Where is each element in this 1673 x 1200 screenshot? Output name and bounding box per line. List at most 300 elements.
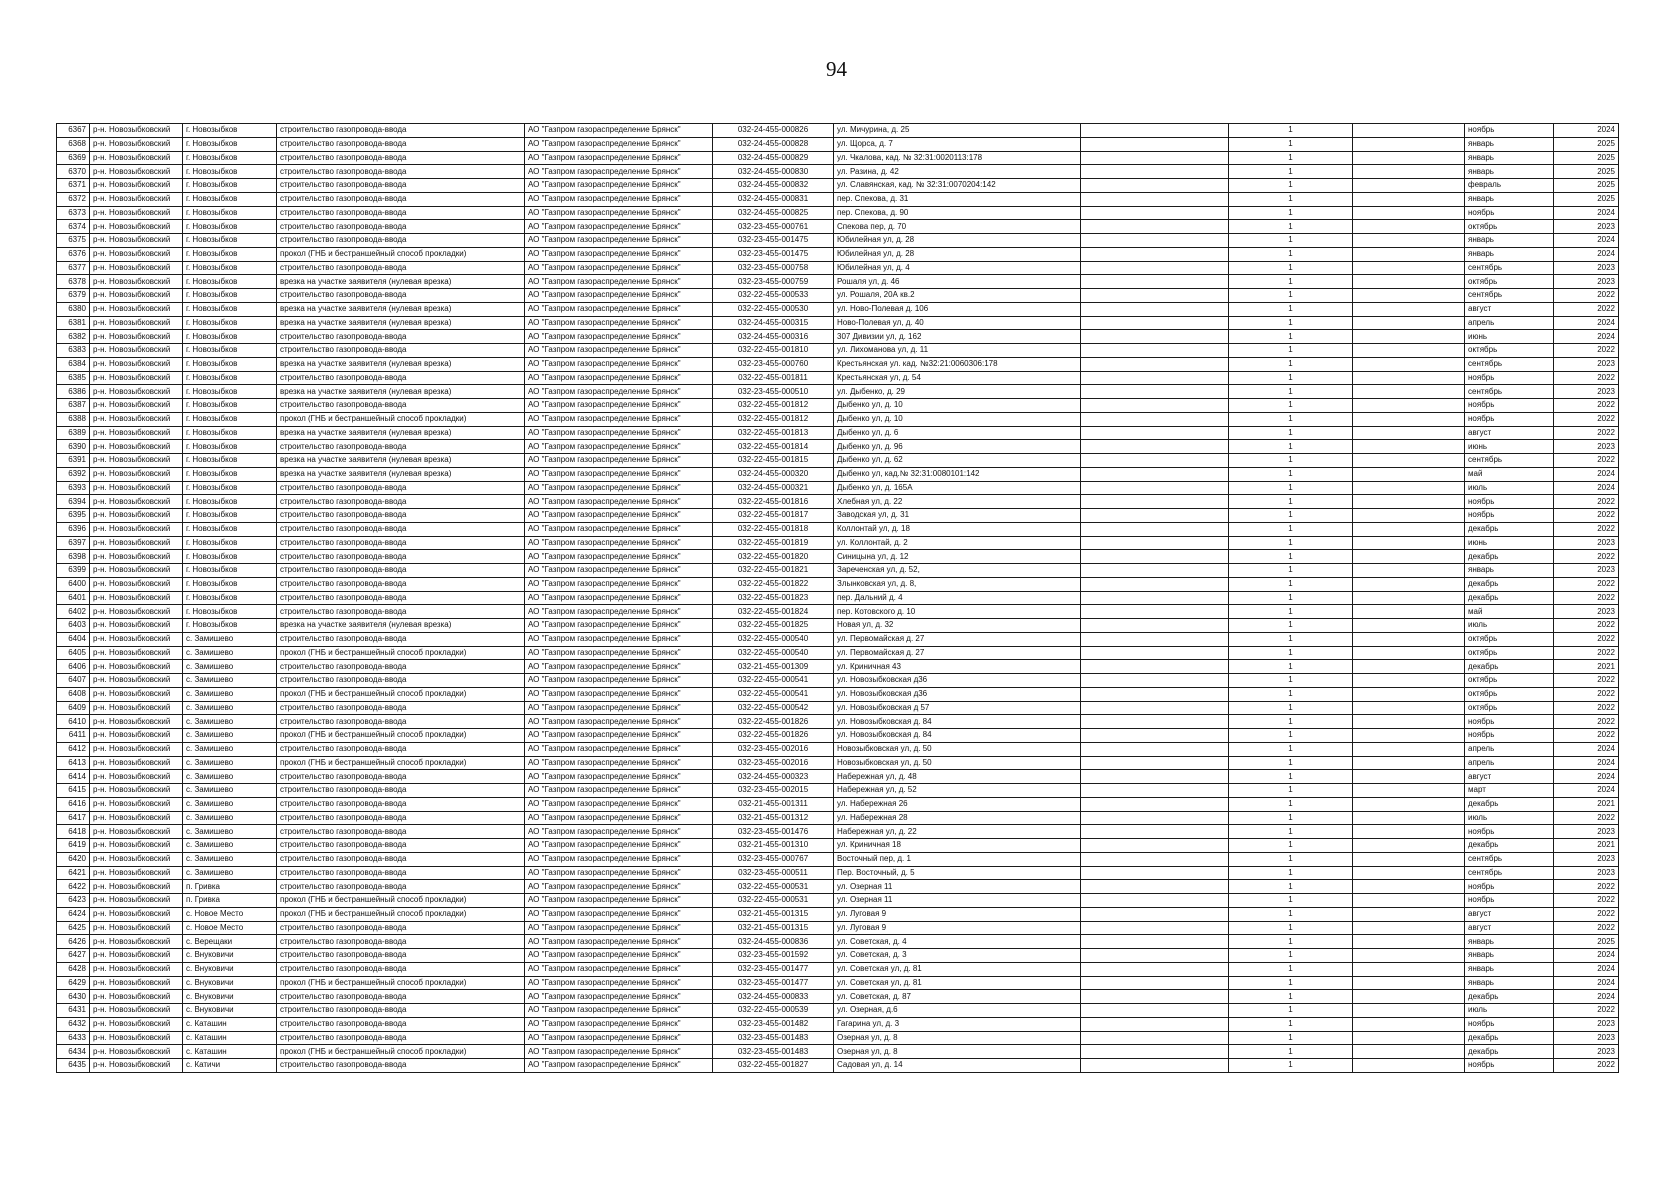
request-code-cell: 032-22-455-000533 — [713, 289, 834, 303]
quantity-cell: 1 — [1229, 151, 1353, 165]
locality-cell: г. Новозыбков — [183, 495, 277, 509]
quantity-cell: 1 — [1229, 907, 1353, 921]
request-code-cell: 032-22-455-001816 — [713, 495, 834, 509]
row-number-cell: 6380 — [57, 302, 90, 316]
address-cell: Крестьянская ул, д. 54 — [834, 371, 1081, 385]
empty-cell — [1081, 1059, 1229, 1073]
month-cell: октябрь — [1465, 275, 1554, 289]
district-cell: р-н. Новозыбковский — [90, 674, 183, 688]
row-number-cell: 6420 — [57, 852, 90, 866]
quantity-cell: 1 — [1229, 426, 1353, 440]
district-cell: р-н. Новозыбковский — [90, 619, 183, 633]
quantity-cell: 1 — [1229, 852, 1353, 866]
work-type-cell: строительство газопровода-ввода — [277, 192, 525, 206]
month-cell: сентябрь — [1465, 852, 1554, 866]
year-cell: 2022 — [1554, 729, 1619, 743]
quantity-cell: 1 — [1229, 866, 1353, 880]
district-cell: р-н. Новозыбковский — [90, 591, 183, 605]
empty-cell — [1353, 894, 1465, 908]
request-code-cell: 032-22-455-001827 — [713, 1059, 834, 1073]
quantity-cell: 1 — [1229, 742, 1353, 756]
locality-cell: г. Новозыбков — [183, 357, 277, 371]
work-type-cell: строительство газопровода-ввода — [277, 949, 525, 963]
organization-cell: АО "Газпром газораспределение Брянск" — [525, 632, 713, 646]
quantity-cell: 1 — [1229, 990, 1353, 1004]
locality-cell: г. Новозыбков — [183, 261, 277, 275]
quantity-cell: 1 — [1229, 289, 1353, 303]
year-cell: 2023 — [1554, 261, 1619, 275]
table-row — [57, 385, 1619, 399]
request-code-cell: 032-24-455-000828 — [713, 137, 834, 151]
quantity-cell: 1 — [1229, 619, 1353, 633]
table-row — [57, 577, 1619, 591]
work-type-cell: строительство газопровода-ввода — [277, 165, 525, 179]
address-cell: ул. Разина, д. 42 — [834, 165, 1081, 179]
address-cell: ул. Советская ул, д. 81 — [834, 976, 1081, 990]
empty-cell — [1081, 206, 1229, 220]
row-number-cell: 6428 — [57, 962, 90, 976]
locality-cell: с. Замишево — [183, 825, 277, 839]
quantity-cell: 1 — [1229, 1059, 1353, 1073]
month-cell: июль — [1465, 811, 1554, 825]
month-cell: ноябрь — [1465, 495, 1554, 509]
quantity-cell: 1 — [1229, 1017, 1353, 1031]
address-cell: ул. Первомайская д. 27 — [834, 632, 1081, 646]
address-cell: ул. Рошаля, 20А кв.2 — [834, 289, 1081, 303]
work-type-cell: врезка на участке заявителя (нулевая врезка) — [277, 385, 525, 399]
organization-cell: АО "Газпром газораспределение Брянск" — [525, 605, 713, 619]
page-number: 94 — [826, 57, 847, 81]
work-type-cell: строительство газопровода-ввода — [277, 742, 525, 756]
row-number-cell: 6423 — [57, 894, 90, 908]
address-cell: Озерная ул, д. 8 — [834, 1045, 1081, 1059]
quantity-cell: 1 — [1229, 701, 1353, 715]
year-cell: 2022 — [1554, 715, 1619, 729]
month-cell: август — [1465, 921, 1554, 935]
register-rows — [57, 124, 1619, 1073]
organization-cell: АО "Газпром газораспределение Брянск" — [525, 399, 713, 413]
empty-cell — [1353, 619, 1465, 633]
empty-cell — [1353, 206, 1465, 220]
work-type-cell: строительство газопровода-ввода — [277, 632, 525, 646]
quantity-cell: 1 — [1229, 509, 1353, 523]
address-cell: Коллонтай ул, д. 18 — [834, 522, 1081, 536]
organization-cell: АО "Газпром газораспределение Брянск" — [525, 371, 713, 385]
row-number-cell: 6397 — [57, 536, 90, 550]
request-code-cell: 032-22-455-001812 — [713, 399, 834, 413]
district-cell: р-н. Новозыбковский — [90, 385, 183, 399]
table-row — [57, 481, 1619, 495]
empty-cell — [1081, 220, 1229, 234]
month-cell: ноябрь — [1465, 894, 1554, 908]
district-cell: р-н. Новозыбковский — [90, 330, 183, 344]
address-cell: Юбилейная ул, д. 28 — [834, 234, 1081, 248]
table-row — [57, 839, 1619, 853]
empty-cell — [1353, 921, 1465, 935]
empty-cell — [1081, 646, 1229, 660]
locality-cell: с. Замишево — [183, 715, 277, 729]
month-cell: декабрь — [1465, 990, 1554, 1004]
address-cell: пер. Дальний д. 4 — [834, 591, 1081, 605]
empty-cell — [1353, 234, 1465, 248]
request-code-cell: 032-22-455-000542 — [713, 701, 834, 715]
work-type-cell: строительство газопровода-ввода — [277, 591, 525, 605]
locality-cell: г. Новозыбков — [183, 454, 277, 468]
work-type-cell: врезка на участке заявителя (нулевая врезка) — [277, 357, 525, 371]
month-cell: январь — [1465, 949, 1554, 963]
year-cell: 2022 — [1554, 550, 1619, 564]
empty-cell — [1081, 1031, 1229, 1045]
empty-cell — [1081, 399, 1229, 413]
district-cell: р-н. Новозыбковский — [90, 811, 183, 825]
month-cell: сентябрь — [1465, 454, 1554, 468]
empty-cell — [1081, 687, 1229, 701]
locality-cell: с. Замишево — [183, 866, 277, 880]
year-cell: 2023 — [1554, 825, 1619, 839]
work-type-cell: строительство газопровода-ввода — [277, 1031, 525, 1045]
empty-cell — [1353, 976, 1465, 990]
table-row — [57, 165, 1619, 179]
district-cell: р-н. Новозыбковский — [90, 687, 183, 701]
row-number-cell: 6418 — [57, 825, 90, 839]
month-cell: март — [1465, 784, 1554, 798]
work-type-cell: строительство газопровода-ввода — [277, 550, 525, 564]
empty-cell — [1353, 990, 1465, 1004]
locality-cell: с. Каташин — [183, 1045, 277, 1059]
organization-cell: АО "Газпром газораспределение Брянск" — [525, 784, 713, 798]
quantity-cell: 1 — [1229, 577, 1353, 591]
table-row — [57, 206, 1619, 220]
empty-cell — [1081, 825, 1229, 839]
empty-cell — [1081, 165, 1229, 179]
locality-cell: г. Новозыбков — [183, 151, 277, 165]
year-cell: 2022 — [1554, 522, 1619, 536]
empty-cell — [1081, 756, 1229, 770]
address-cell: ул. Щорса, д. 7 — [834, 137, 1081, 151]
locality-cell: г. Новозыбков — [183, 605, 277, 619]
empty-cell — [1081, 770, 1229, 784]
quantity-cell: 1 — [1229, 1031, 1353, 1045]
row-number-cell: 6382 — [57, 330, 90, 344]
row-number-cell: 6396 — [57, 522, 90, 536]
table-row — [57, 440, 1619, 454]
table-row — [57, 646, 1619, 660]
request-code-cell: 032-22-455-001822 — [713, 577, 834, 591]
quantity-cell: 1 — [1229, 330, 1353, 344]
request-code-cell: 032-24-455-000323 — [713, 770, 834, 784]
work-type-cell: строительство газопровода-ввода — [277, 151, 525, 165]
organization-cell: АО "Газпром газораспределение Брянск" — [525, 192, 713, 206]
locality-cell: г. Новозыбков — [183, 371, 277, 385]
district-cell: р-н. Новозыбковский — [90, 866, 183, 880]
address-cell: ул. Криничная 18 — [834, 839, 1081, 853]
locality-cell: г. Новозыбков — [183, 137, 277, 151]
organization-cell: АО "Газпром газораспределение Брянск" — [525, 302, 713, 316]
table-row — [57, 454, 1619, 468]
row-number-cell: 6414 — [57, 770, 90, 784]
request-code-cell: 032-24-455-000825 — [713, 206, 834, 220]
year-cell: 2024 — [1554, 247, 1619, 261]
empty-cell — [1353, 632, 1465, 646]
empty-cell — [1353, 371, 1465, 385]
year-cell: 2021 — [1554, 660, 1619, 674]
request-code-cell: 032-23-455-002016 — [713, 756, 834, 770]
work-type-cell: прокол (ГНБ и бестраншейный способ прокладки) — [277, 729, 525, 743]
district-cell: р-н. Новозыбковский — [90, 880, 183, 894]
address-cell: ул. Озерная, д.6 — [834, 1004, 1081, 1018]
request-code-cell: 032-22-455-001820 — [713, 550, 834, 564]
request-code-cell: 032-23-455-000511 — [713, 866, 834, 880]
row-number-cell: 6387 — [57, 399, 90, 413]
organization-cell: АО "Газпром газораспределение Брянск" — [525, 536, 713, 550]
month-cell: октябрь — [1465, 674, 1554, 688]
request-code-cell: 032-23-455-000761 — [713, 220, 834, 234]
month-cell: ноябрь — [1465, 1017, 1554, 1031]
empty-cell — [1353, 674, 1465, 688]
locality-cell: с. Каташин — [183, 1031, 277, 1045]
request-code-cell: 032-23-455-000510 — [713, 385, 834, 399]
quantity-cell: 1 — [1229, 481, 1353, 495]
row-number-cell: 6421 — [57, 866, 90, 880]
month-cell: июнь — [1465, 440, 1554, 454]
empty-cell — [1353, 509, 1465, 523]
locality-cell: г. Новозыбков — [183, 316, 277, 330]
quantity-cell: 1 — [1229, 646, 1353, 660]
month-cell: апрель — [1465, 742, 1554, 756]
empty-cell — [1353, 839, 1465, 853]
district-cell: р-н. Новозыбковский — [90, 990, 183, 1004]
quantity-cell: 1 — [1229, 729, 1353, 743]
empty-cell — [1081, 742, 1229, 756]
table-row — [57, 495, 1619, 509]
month-cell: октябрь — [1465, 701, 1554, 715]
address-cell: Озерная ул, д. 8 — [834, 1031, 1081, 1045]
request-code-cell: 032-23-455-001477 — [713, 962, 834, 976]
request-code-cell: 032-22-455-001824 — [713, 605, 834, 619]
month-cell: июль — [1465, 481, 1554, 495]
year-cell: 2024 — [1554, 330, 1619, 344]
locality-cell: с. Замишево — [183, 770, 277, 784]
locality-cell: г. Новозыбков — [183, 206, 277, 220]
locality-cell: г. Новозыбков — [183, 440, 277, 454]
empty-cell — [1081, 907, 1229, 921]
row-number-cell: 6408 — [57, 687, 90, 701]
address-cell: Новозыбковская ул, д. 50 — [834, 742, 1081, 756]
organization-cell: АО "Газпром газораспределение Брянск" — [525, 880, 713, 894]
request-code-cell: 032-22-455-001811 — [713, 371, 834, 385]
month-cell: сентябрь — [1465, 385, 1554, 399]
district-cell: р-н. Новозыбковский — [90, 907, 183, 921]
district-cell: р-н. Новозыбковский — [90, 770, 183, 784]
row-number-cell: 6410 — [57, 715, 90, 729]
address-cell: ул. Новозыбковская д36 — [834, 674, 1081, 688]
empty-cell — [1081, 921, 1229, 935]
work-type-cell: врезка на участке заявителя (нулевая врезка) — [277, 426, 525, 440]
empty-cell — [1081, 674, 1229, 688]
locality-cell: г. Новозыбков — [183, 467, 277, 481]
address-cell: ул. Луговая 9 — [834, 921, 1081, 935]
locality-cell: г. Новозыбков — [183, 234, 277, 248]
empty-cell — [1353, 729, 1465, 743]
work-type-cell: строительство газопровода-ввода — [277, 206, 525, 220]
row-number-cell: 6403 — [57, 619, 90, 633]
request-code-cell: 032-24-455-000826 — [713, 124, 834, 138]
year-cell: 2023 — [1554, 1045, 1619, 1059]
quantity-cell: 1 — [1229, 385, 1353, 399]
month-cell: июль — [1465, 1004, 1554, 1018]
table-row — [57, 756, 1619, 770]
district-cell: р-н. Новозыбковский — [90, 454, 183, 468]
table-row — [57, 894, 1619, 908]
address-cell: ул. Советская, д. 87 — [834, 990, 1081, 1004]
work-type-cell: прокол (ГНБ и бестраншейный способ прокладки) — [277, 756, 525, 770]
work-type-cell: строительство газопровода-ввода — [277, 605, 525, 619]
table-row — [57, 564, 1619, 578]
year-cell: 2023 — [1554, 1031, 1619, 1045]
district-cell: р-н. Новозыбковский — [90, 357, 183, 371]
row-number-cell: 6435 — [57, 1059, 90, 1073]
empty-cell — [1081, 880, 1229, 894]
row-number-cell: 6368 — [57, 137, 90, 151]
district-cell: р-н. Новозыбковский — [90, 646, 183, 660]
row-number-cell: 6371 — [57, 179, 90, 193]
table-row — [57, 935, 1619, 949]
organization-cell: АО "Газпром газораспределение Брянск" — [525, 577, 713, 591]
empty-cell — [1353, 536, 1465, 550]
organization-cell: АО "Газпром газораспределение Брянск" — [525, 179, 713, 193]
month-cell: сентябрь — [1465, 261, 1554, 275]
table-row — [57, 1045, 1619, 1059]
locality-cell: г. Новозыбков — [183, 481, 277, 495]
table-row — [57, 137, 1619, 151]
quantity-cell: 1 — [1229, 935, 1353, 949]
organization-cell: АО "Газпром газораспределение Брянск" — [525, 1045, 713, 1059]
table-row — [57, 344, 1619, 358]
table-row — [57, 701, 1619, 715]
year-cell: 2023 — [1554, 866, 1619, 880]
work-type-cell: строительство газопровода-ввода — [277, 811, 525, 825]
work-type-cell: прокол (ГНБ и бестраншейный способ прокладки) — [277, 907, 525, 921]
district-cell: р-н. Новозыбковский — [90, 151, 183, 165]
year-cell: 2023 — [1554, 536, 1619, 550]
quantity-cell: 1 — [1229, 962, 1353, 976]
district-cell: р-н. Новозыбковский — [90, 797, 183, 811]
work-type-cell: строительство газопровода-ввода — [277, 440, 525, 454]
request-code-cell: 032-22-455-001815 — [713, 454, 834, 468]
table-row — [57, 632, 1619, 646]
table-row — [57, 192, 1619, 206]
year-cell: 2022 — [1554, 632, 1619, 646]
empty-cell — [1353, 715, 1465, 729]
empty-cell — [1353, 522, 1465, 536]
quantity-cell: 1 — [1229, 660, 1353, 674]
year-cell: 2022 — [1554, 371, 1619, 385]
year-cell: 2024 — [1554, 949, 1619, 963]
empty-cell — [1081, 261, 1229, 275]
organization-cell: АО "Газпром газораспределение Брянск" — [525, 811, 713, 825]
year-cell: 2025 — [1554, 151, 1619, 165]
empty-cell — [1353, 385, 1465, 399]
address-cell: Набережная ул, д. 48 — [834, 770, 1081, 784]
locality-cell: с. Замишево — [183, 811, 277, 825]
table-row — [57, 330, 1619, 344]
month-cell: сентябрь — [1465, 357, 1554, 371]
empty-cell — [1353, 660, 1465, 674]
row-number-cell: 6426 — [57, 935, 90, 949]
organization-cell: АО "Газпром газораспределение Брянск" — [525, 646, 713, 660]
empty-cell — [1081, 811, 1229, 825]
request-code-cell: 032-23-455-000759 — [713, 275, 834, 289]
district-cell: р-н. Новозыбковский — [90, 522, 183, 536]
request-code-cell: 032-23-455-001475 — [713, 234, 834, 248]
organization-cell: АО "Газпром газораспределение Брянск" — [525, 261, 713, 275]
row-number-cell: 6390 — [57, 440, 90, 454]
organization-cell: АО "Газпром газораспределение Брянск" — [525, 839, 713, 853]
address-cell: ул. Славянская, кад. № 32:31:0070204:142 — [834, 179, 1081, 193]
organization-cell: АО "Газпром газораспределение Брянск" — [525, 220, 713, 234]
request-code-cell: 032-23-455-001483 — [713, 1045, 834, 1059]
organization-cell: АО "Газпром газораспределение Брянск" — [525, 852, 713, 866]
organization-cell: АО "Газпром газораспределение Брянск" — [525, 1059, 713, 1073]
district-cell: р-н. Новозыбковский — [90, 509, 183, 523]
organization-cell: АО "Газпром газораспределение Брянск" — [525, 742, 713, 756]
month-cell: август — [1465, 770, 1554, 784]
quantity-cell: 1 — [1229, 179, 1353, 193]
row-number-cell: 6404 — [57, 632, 90, 646]
address-cell: ул. Советская ул, д. 81 — [834, 962, 1081, 976]
request-code-cell: 032-24-455-000830 — [713, 165, 834, 179]
empty-cell — [1353, 302, 1465, 316]
empty-cell — [1353, 481, 1465, 495]
work-type-cell: строительство газопровода-ввода — [277, 990, 525, 1004]
month-cell: ноябрь — [1465, 509, 1554, 523]
row-number-cell: 6433 — [57, 1031, 90, 1045]
address-cell: Заводская ул, д. 31 — [834, 509, 1081, 523]
organization-cell: АО "Газпром газораспределение Брянск" — [525, 797, 713, 811]
empty-cell — [1081, 509, 1229, 523]
work-type-cell: строительство газопровода-ввода — [277, 371, 525, 385]
work-type-cell: строительство газопровода-ввода — [277, 179, 525, 193]
organization-cell: АО "Газпром газораспределение Брянск" — [525, 357, 713, 371]
organization-cell: АО "Газпром газораспределение Брянск" — [525, 962, 713, 976]
year-cell: 2022 — [1554, 495, 1619, 509]
empty-cell — [1353, 220, 1465, 234]
empty-cell — [1081, 357, 1229, 371]
request-code-cell: 032-23-455-001477 — [713, 976, 834, 990]
empty-cell — [1353, 440, 1465, 454]
table-row — [57, 289, 1619, 303]
year-cell: 2023 — [1554, 564, 1619, 578]
quantity-cell: 1 — [1229, 839, 1353, 853]
request-code-cell: 032-22-455-001817 — [713, 509, 834, 523]
work-type-cell: строительство газопровода-ввода — [277, 921, 525, 935]
month-cell: январь — [1465, 564, 1554, 578]
request-code-cell: 032-22-455-001823 — [713, 591, 834, 605]
empty-cell — [1081, 839, 1229, 853]
address-cell: Юбилейная ул, д. 4 — [834, 261, 1081, 275]
table-row — [57, 687, 1619, 701]
table-row — [57, 536, 1619, 550]
row-number-cell: 6379 — [57, 289, 90, 303]
locality-cell: г. Новозыбков — [183, 247, 277, 261]
empty-cell — [1081, 990, 1229, 1004]
district-cell: р-н. Новозыбковский — [90, 192, 183, 206]
district-cell: р-н. Новозыбковский — [90, 839, 183, 853]
table-row — [57, 1017, 1619, 1031]
table-row — [57, 399, 1619, 413]
work-type-cell: прокол (ГНБ и бестраншейный способ прокладки) — [277, 976, 525, 990]
quantity-cell: 1 — [1229, 921, 1353, 935]
